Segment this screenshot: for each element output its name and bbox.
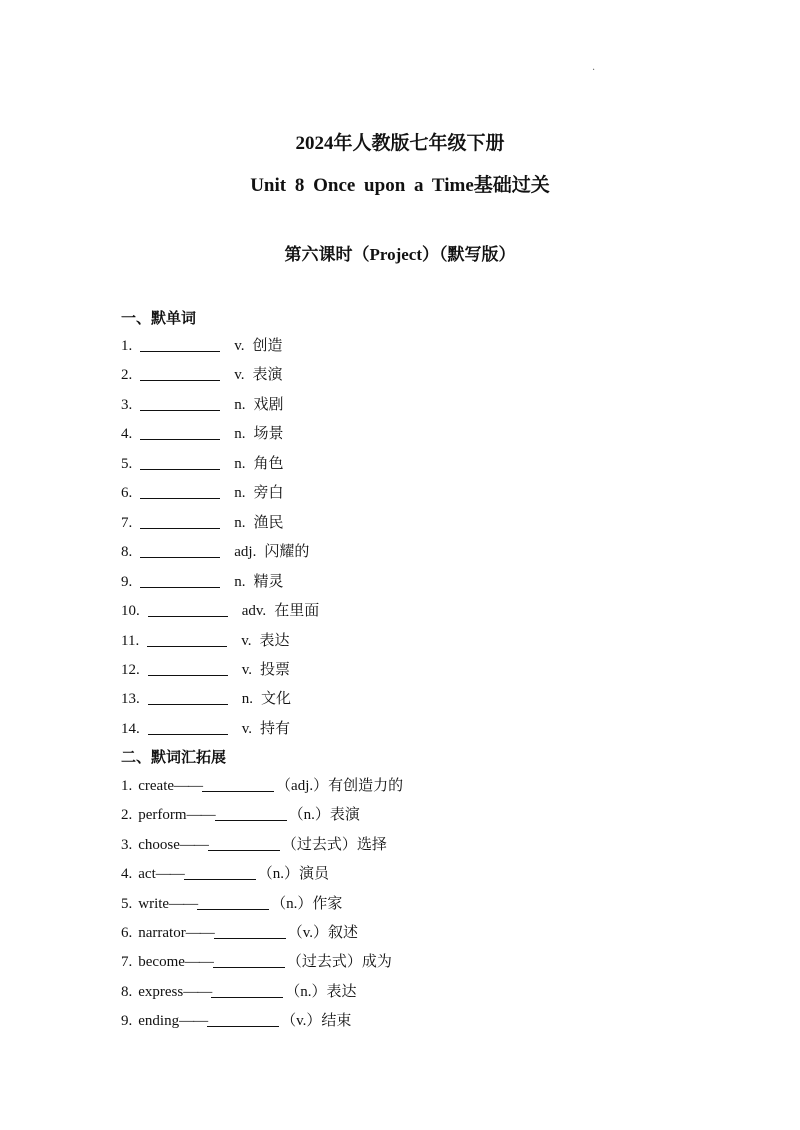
answer-blank[interactable] xyxy=(140,396,220,411)
word-meaning: 闪耀的 xyxy=(264,544,310,561)
item-number: 4. xyxy=(121,866,133,883)
answer-blank[interactable] xyxy=(140,366,220,381)
part-of-speech: n. xyxy=(234,514,246,531)
word-item xyxy=(121,629,290,650)
word-meaning: 渔民 xyxy=(253,514,284,531)
dash-separator: —— xyxy=(179,836,208,853)
dash-separator: —— xyxy=(169,895,198,912)
answer-blank[interactable] xyxy=(140,455,220,470)
answer-blank[interactable] xyxy=(202,777,274,792)
form-hint: （过去式）成为 xyxy=(286,954,392,971)
dash-separator: —— xyxy=(186,807,215,824)
word-item xyxy=(121,687,291,708)
item-number: 12. xyxy=(121,661,140,678)
word-item xyxy=(121,658,290,679)
word-item xyxy=(121,717,290,738)
part-of-speech: v. xyxy=(241,720,253,737)
answer-blank[interactable] xyxy=(140,484,220,499)
answer-blank[interactable] xyxy=(214,924,286,939)
answer-blank[interactable] xyxy=(213,953,285,968)
lesson-title: 第六课时（Project）（默写版） xyxy=(284,245,516,264)
answer-blank[interactable] xyxy=(140,514,220,529)
expansion-item xyxy=(121,833,387,854)
item-number: 6. xyxy=(121,925,133,941)
form-hint: （v.）叙述 xyxy=(287,925,358,941)
item-number: 1. xyxy=(121,338,133,354)
item-number: 6. xyxy=(121,485,133,502)
expansion-item xyxy=(121,774,403,795)
item-number: 2. xyxy=(121,367,133,384)
word-item xyxy=(121,452,284,473)
part-of-speech: n. xyxy=(234,426,246,443)
base-word: narrator xyxy=(138,925,186,941)
base-word: perform xyxy=(138,807,187,824)
answer-blank[interactable] xyxy=(211,983,283,998)
part-of-speech: v. xyxy=(241,632,252,649)
answer-blank[interactable] xyxy=(148,720,228,735)
expansion-item xyxy=(121,862,329,883)
word-item xyxy=(121,393,284,414)
dash-separator: —— xyxy=(183,983,212,1000)
header-mark: . xyxy=(592,62,596,73)
expansion-item xyxy=(121,1009,351,1030)
part-of-speech: n. xyxy=(234,485,246,502)
part-of-speech: n. xyxy=(234,455,246,472)
answer-blank[interactable] xyxy=(148,602,228,617)
part-of-speech: adj. xyxy=(234,544,257,561)
part-of-speech: v. xyxy=(234,338,245,354)
base-word: act xyxy=(138,866,156,883)
part-of-speech: n. xyxy=(234,396,246,413)
part-of-speech: adv. xyxy=(241,603,267,620)
item-number: 8. xyxy=(121,544,133,561)
answer-blank[interactable] xyxy=(140,573,220,588)
word-meaning: 表演 xyxy=(252,367,283,384)
item-number: 10. xyxy=(121,603,140,620)
expansion-item xyxy=(121,892,342,913)
dash-separator: —— xyxy=(155,866,184,883)
expansion-item xyxy=(121,803,360,824)
part-of-speech: v. xyxy=(241,661,253,678)
base-word: write xyxy=(138,895,170,912)
answer-blank[interactable] xyxy=(215,806,287,821)
base-word: express xyxy=(138,983,184,1000)
dash-separator: —— xyxy=(185,925,214,941)
item-number: 14. xyxy=(121,720,140,737)
word-item xyxy=(121,363,283,384)
document-title: 2024年人教版七年级下册 xyxy=(295,133,505,154)
dash-separator: —— xyxy=(179,1013,208,1030)
form-hint: （n.）表达 xyxy=(285,983,357,1000)
part-of-speech: v. xyxy=(234,367,245,384)
answer-blank[interactable] xyxy=(140,543,220,558)
answer-blank[interactable] xyxy=(207,1012,279,1027)
word-meaning: 创造 xyxy=(252,338,283,354)
base-word: choose xyxy=(138,836,180,853)
answer-blank[interactable] xyxy=(140,425,220,440)
item-number: 9. xyxy=(121,573,133,590)
word-item xyxy=(121,481,284,502)
answer-blank[interactable] xyxy=(147,632,227,647)
word-item xyxy=(121,599,319,620)
item-number: 7. xyxy=(121,514,133,531)
base-word: create xyxy=(138,778,175,794)
item-number: 7. xyxy=(121,954,133,971)
word-item xyxy=(121,540,309,561)
word-meaning: 表达 xyxy=(259,632,290,649)
base-word: become xyxy=(138,954,185,971)
word-meaning: 角色 xyxy=(253,455,284,472)
answer-blank[interactable] xyxy=(140,337,220,352)
answer-blank[interactable] xyxy=(148,690,228,705)
dash-separator: —— xyxy=(174,778,203,794)
item-number: 9. xyxy=(121,1013,133,1030)
item-number: 11. xyxy=(121,632,140,649)
word-meaning: 戏剧 xyxy=(253,396,284,413)
item-number: 3. xyxy=(121,396,133,413)
word-meaning: 文化 xyxy=(261,691,292,708)
form-hint: （n.）表演 xyxy=(288,807,360,824)
answer-blank[interactable] xyxy=(148,661,228,676)
item-number: 5. xyxy=(121,455,133,472)
word-meaning: 精灵 xyxy=(253,573,284,590)
form-hint: （过去式）选择 xyxy=(281,836,387,853)
expansion-item xyxy=(121,921,358,942)
item-number: 5. xyxy=(121,895,133,912)
part-of-speech: n. xyxy=(241,691,253,708)
word-meaning: 投票 xyxy=(260,661,291,678)
section-heading-words: 一、默单词 xyxy=(121,309,197,327)
dash-separator: —— xyxy=(184,954,213,971)
answer-blank[interactable] xyxy=(184,865,256,880)
word-meaning: 旁白 xyxy=(253,485,284,502)
word-item xyxy=(121,422,284,443)
answer-blank[interactable] xyxy=(208,836,280,851)
word-item xyxy=(121,334,283,355)
part-of-speech: n. xyxy=(234,573,246,590)
unit-title: Unit 8 Once upon a Time基础过关 xyxy=(250,175,550,196)
form-hint: （v.）结束 xyxy=(281,1013,352,1030)
word-meaning: 场景 xyxy=(253,426,284,443)
item-number: 2. xyxy=(121,807,133,824)
answer-blank[interactable] xyxy=(197,895,269,910)
base-word: ending xyxy=(138,1013,180,1030)
word-meaning: 持有 xyxy=(260,720,291,737)
expansion-item xyxy=(121,950,392,971)
word-meaning: 在里面 xyxy=(274,603,320,620)
form-hint: （n.）作家 xyxy=(271,895,343,912)
expansion-item xyxy=(121,980,357,1001)
item-number: 3. xyxy=(121,836,133,853)
word-item xyxy=(121,570,284,591)
item-number: 8. xyxy=(121,983,133,1000)
section-heading-expansion: 二、默词汇拓展 xyxy=(121,748,227,766)
item-number: 13. xyxy=(121,691,140,708)
form-hint: （n.）演员 xyxy=(257,866,329,883)
form-hint: （adj.）有创造力的 xyxy=(276,778,404,794)
item-number: 1. xyxy=(121,778,133,794)
word-item xyxy=(121,511,284,532)
item-number: 4. xyxy=(121,426,133,443)
